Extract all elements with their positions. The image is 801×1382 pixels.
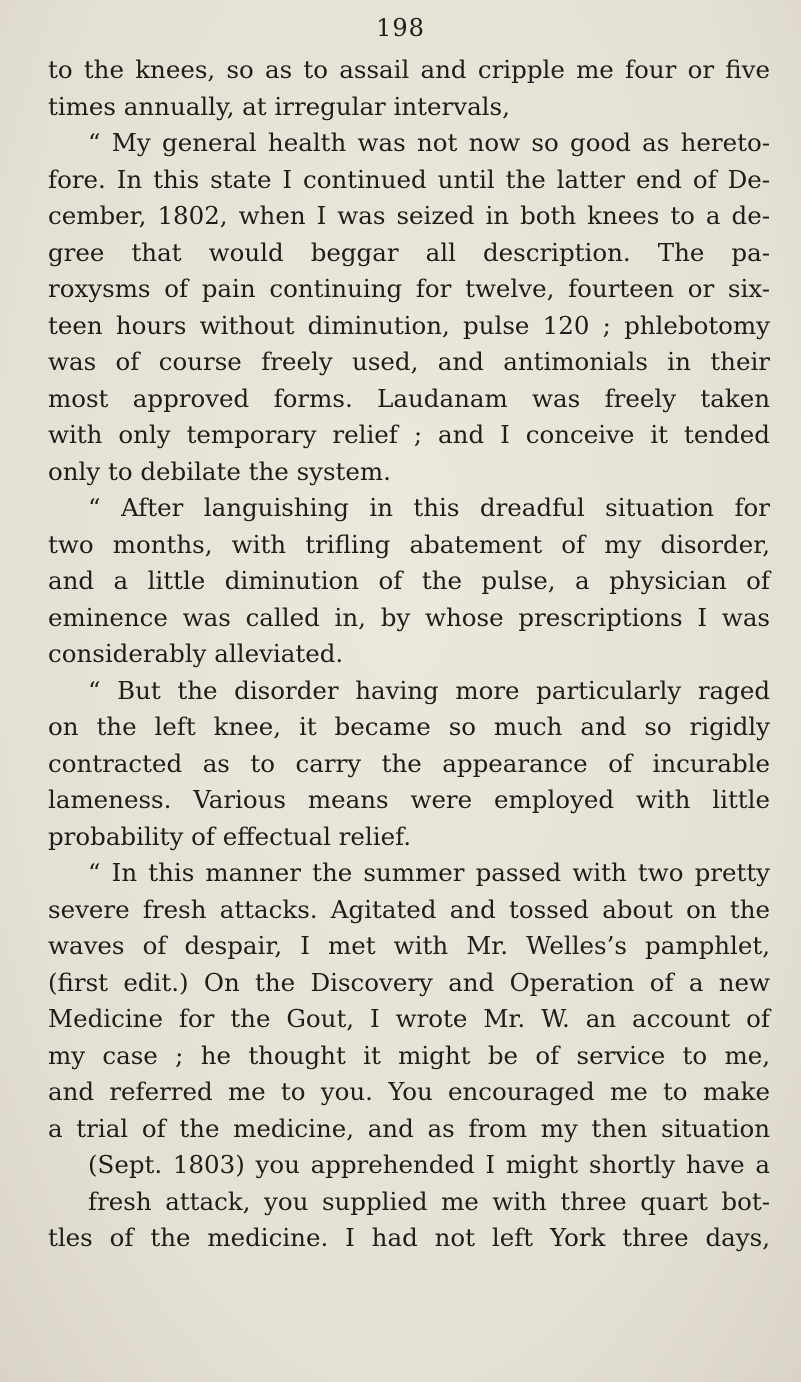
text-line: times annually, at irregular intervals, [48, 91, 510, 121]
text-line: teen hours without diminution, pulse 120 ; phlebotomy [48, 310, 770, 340]
text-line: roxysms of pain continuing for twelve, fourteen or six- [48, 274, 770, 303]
text-line: to the knees, so as to assail and cripple me four or five [48, 55, 770, 84]
text-line: (Sept. 1803) you apprehended I might shortly have a [88, 1150, 770, 1179]
text-line: cember, 1802, when I was seized in both knees to a de- [48, 201, 770, 230]
body-text [48, 52, 770, 1257]
text-line: “ My general health was not now so good as hereto- [88, 128, 770, 157]
text-line: (first edit.) On the Discovery and Operation of a new [48, 967, 770, 997]
text-line: was of course freely used, and antimonials in their [48, 347, 770, 376]
text-line: tles of the medicine. I had not left York three days, [48, 1223, 770, 1252]
text-line: with only temporary relief ; and I conceive it tended [48, 420, 770, 449]
text-line: severe fresh attacks. Agitated and tossed about on the [48, 894, 770, 924]
text-line: eminence was called in, by whose prescriptions I was [48, 602, 770, 632]
text-line: probability of effectual relief. [48, 821, 412, 851]
text-line: Medicine for the Gout, I wrote Mr. W. an account of [48, 1004, 770, 1033]
text-line: “ In this manner the summer passed with two pretty [88, 858, 770, 887]
text-line: most approved forms. Laudanam was freely taken [48, 383, 770, 413]
text-line: on the left knee, it became so much and so rigidly [48, 712, 770, 741]
text-line: a trial of the medicine, and as from my then situation [48, 1113, 770, 1143]
text-line: and a little diminution of the pulse, a physician of [48, 566, 770, 595]
text-line: lameness. Various means were employed with little [48, 785, 770, 814]
text-line: fore. In this state I continued until the latter end of De- [48, 164, 770, 194]
text-line: only to debilate the system. [48, 456, 391, 486]
text-line: “ But the disorder having more particularly raged [88, 675, 770, 705]
text-line: and referred me to you. You encouraged me to make [48, 1077, 770, 1106]
page-number: 198 [376, 14, 425, 42]
text-line: considerably alleviated. [48, 639, 344, 668]
text-line: two months, with trifling abatement of my disorder, [48, 529, 770, 559]
text-line: “ After languishing in this dreadful situation for [88, 493, 770, 522]
text-line: waves of despair, I met with Mr. Welles’s pamphlet, [48, 931, 770, 960]
text-line: my case ; he thought it might be of service to me, [48, 1040, 770, 1070]
text-line: fresh attack, you supplied me with three quart bot- [88, 1186, 770, 1216]
text-line: gree that would beggar all description. The pa- [48, 237, 770, 267]
text-line: contracted as to carry the appearance of incurable [48, 748, 770, 778]
